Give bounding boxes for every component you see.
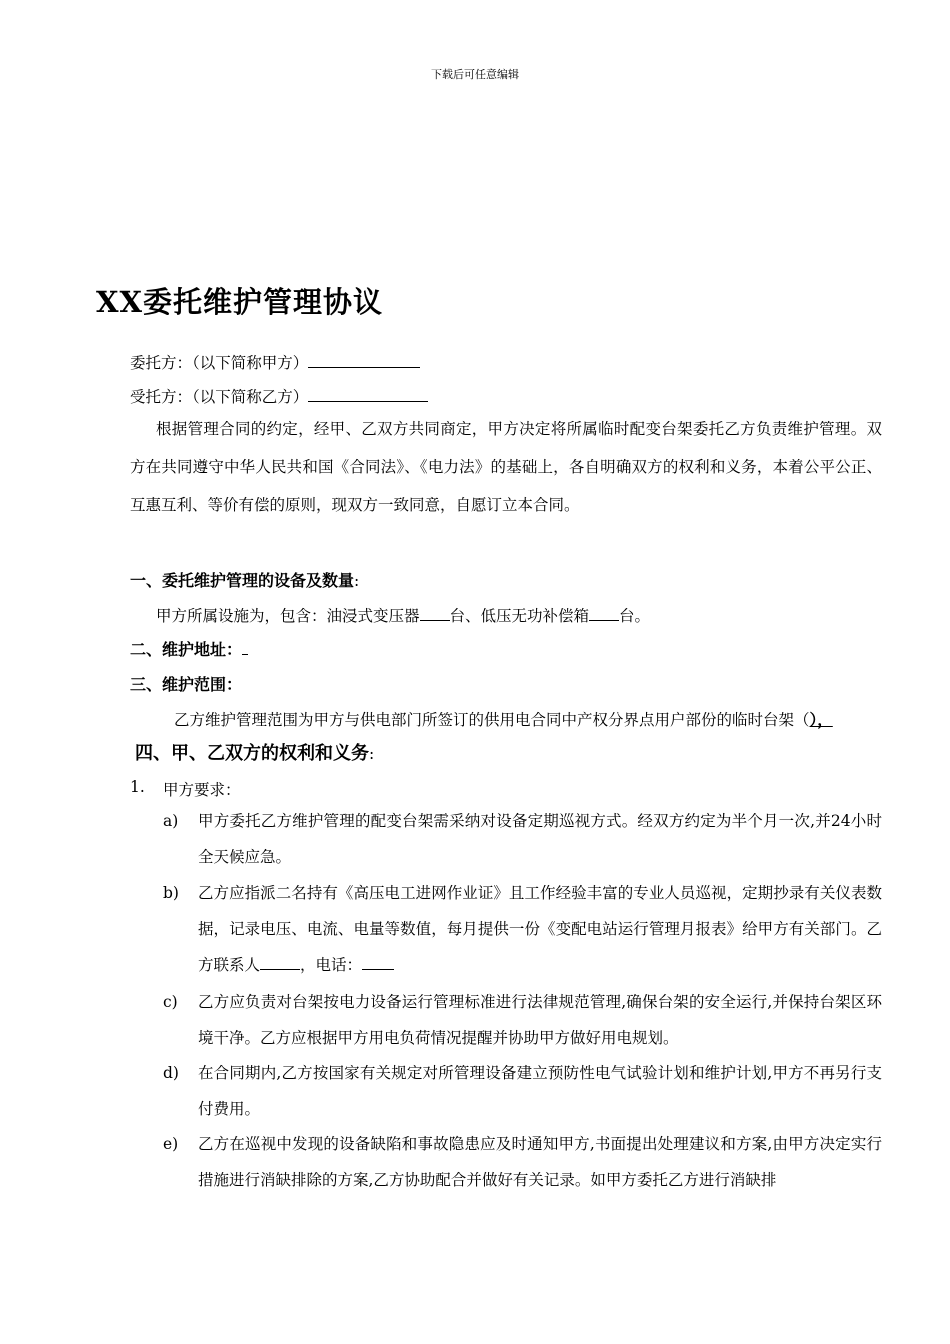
item-a-text: 甲方委托乙方维护管理的配变台架需采纳对设备定期巡视方式。经双方约定为半个月一次,并24小时全天候应急。 (198, 812, 882, 866)
item-e-label: e) (163, 1135, 179, 1153)
item-c-label: c) (163, 993, 178, 1011)
section-1-text-a: 甲方所属设施为，包含：油浸式变压器 (156, 607, 420, 625)
section-4-heading (135, 739, 374, 765)
section-1-text-b: 台、低压无功补偿箱 (449, 607, 590, 625)
section-3-title: 三、维护范围： (130, 675, 243, 694)
item-b-text-b: ，电话： (300, 956, 363, 974)
section-4-colon: : (369, 745, 375, 763)
item-e-text: 乙方在巡视中发现的设备缺陷和事故隐患应及时通知甲方,书面提出处理建议和方案,由甲方决定实行措施进行消缺排除的方案,乙方协助配合并做好有关记录。如甲方委托乙方进行消缺排 (198, 1135, 882, 1189)
page-header: 下载后可任意编辑 (431, 68, 519, 81)
sub-1-number: 1. (130, 778, 145, 796)
transformer-count-blank[interactable] (420, 606, 450, 621)
item-d-label: d) (163, 1064, 179, 1082)
client-label: 委托方：（以下简称甲方） (130, 354, 309, 372)
section-1-title: 一、委托维护管理的设备及数量 (130, 571, 355, 590)
item-b-label: b) (163, 884, 179, 902)
section-1-text (156, 604, 650, 626)
section-4-title: 四、甲、乙双方的权利和义务 (135, 743, 369, 764)
section-1-text-c: 台。 (619, 607, 651, 625)
client-line (130, 351, 420, 373)
section-3-text (174, 708, 833, 730)
section-3-tail: ）， (809, 710, 833, 729)
document-title: XX委托维护管理协议 (96, 285, 384, 319)
item-b-text-a: 乙方应指派二名持有《高压电工进网作业证》且工作经验丰富的专业人员巡视，定期抄录有关仪表数据，记录电压、电流、电量等数值，每月提供一份《变配电站运行管理月报表》给甲方有关部门。乙方联系人 (198, 884, 882, 974)
contact-person-blank[interactable] (260, 955, 300, 970)
section-3-body: 乙方维护管理范围为甲方与供电部门所签订的供用电合同中产权分界点用户部份的临时台架（ (174, 711, 810, 729)
item-b-text (198, 875, 882, 983)
item-d-text: 在合同期内,乙方按国家有关规定对所管理设备建立预防性电气试验计划和维护计划,甲方不再另行支付费用。 (198, 1064, 882, 1118)
contractor-label: 受托方：（以下简称乙方） (130, 388, 309, 406)
section-1-colon: : (354, 572, 360, 590)
section-1-heading (130, 568, 359, 591)
sub-1-label: 甲方要求： (163, 781, 241, 799)
item-a-label: a) (163, 812, 179, 830)
phone-blank[interactable] (362, 955, 394, 970)
section-2-title: 二、维护地址： (130, 640, 243, 659)
contractor-line (130, 385, 428, 407)
section-2-heading (130, 637, 248, 660)
address-blank[interactable] (242, 640, 248, 655)
intro-paragraph: 根据管理合同的约定，经甲、乙双方共同商定，甲方决定将所属临时配变台架委托乙方负责维护管理。双方在共同遵守中华人民共和国《合同法》、《电力法》的基础上，各自明确双方的权利和义务，本着公平公正、互惠互利、等价有偿的原则，现双方一致同意，自愿订立本合同。 (130, 420, 882, 514)
item-c-text: 乙方应负责对台架按电力设备运行管理标准进行法律规范管理,确保台架的安全运行,并保持台架区环境干净。乙方应根据甲方用电负荷情况提醒并协助甲方做好用电规划。 (198, 993, 882, 1047)
contractor-name-blank[interactable] (308, 387, 428, 402)
compensation-box-count-blank[interactable] (589, 606, 619, 621)
client-name-blank[interactable] (308, 353, 420, 368)
